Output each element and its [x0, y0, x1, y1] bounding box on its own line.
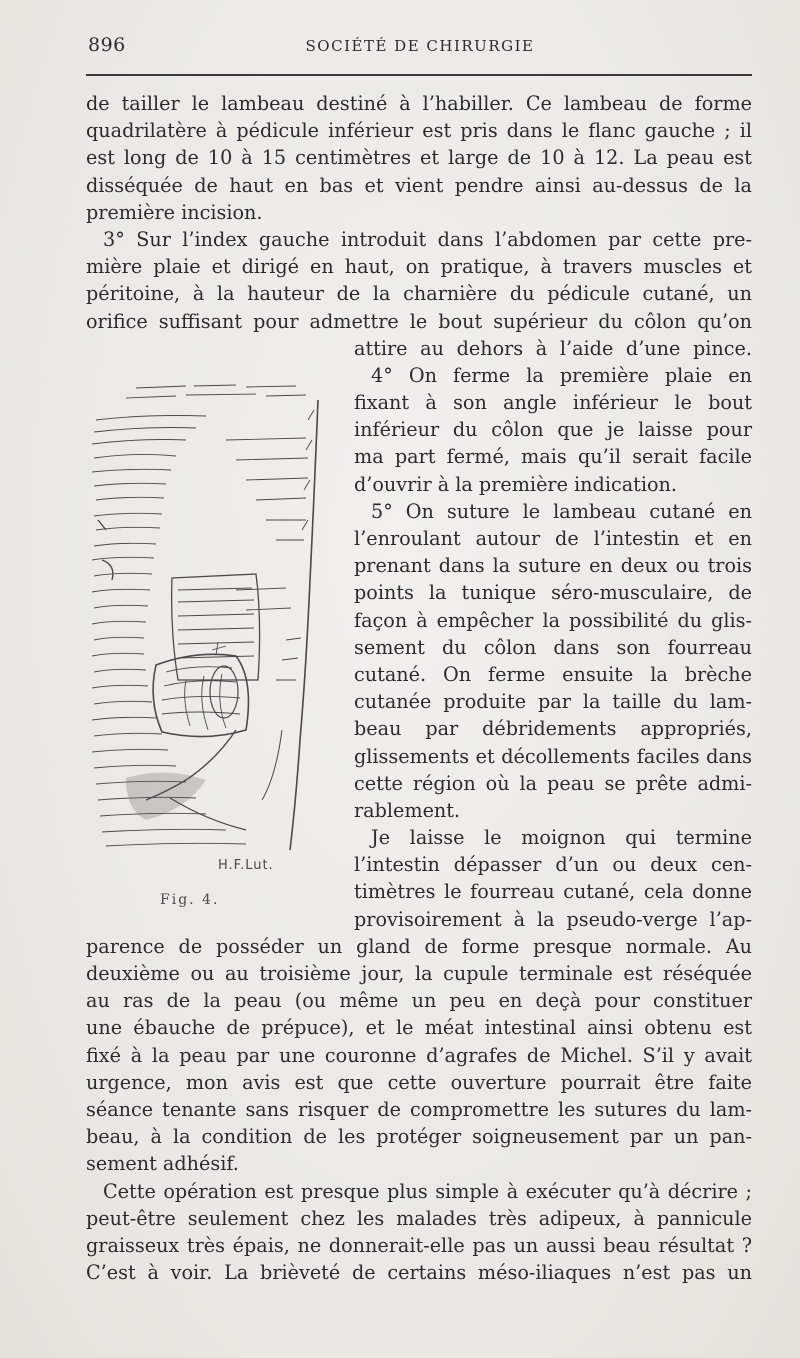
text-line: l’intestin dépasser d’un ou deux cen- — [354, 853, 752, 877]
text-line: cette région où la peau se prête admi- — [354, 771, 752, 795]
text-line: orifice suffisant pour admettre le bout supérieur du côlon qu’on — [86, 309, 752, 333]
text-line: sement adhésif. — [86, 1152, 239, 1176]
text-line: l’enroulant autour de l’intestin et en — [354, 527, 752, 550]
text-line: est long de 10 à 15 centimètres et large de 10 à 12. La peau est — [86, 146, 752, 170]
text-line: urgence, mon avis est que cette ouverture pourrait être faite — [86, 1070, 752, 1094]
text-line: timètres le fourreau cutané, cela donne — [354, 880, 752, 904]
text-line: sement du côlon dans son fourreau — [354, 635, 752, 659]
text-line: péritoine, à la hauteur de la charnière du pédicule cutané, un — [86, 282, 752, 306]
text-line: première incision. — [86, 200, 263, 224]
text-line: ma part fermé, mais qu’il serait facile — [354, 445, 752, 469]
text-line: une ébauche de prépuce), et le méat intestinal ainsi obtenu est — [86, 1016, 752, 1040]
running-title: SOCIÉTÉ DE CHIRURGIE — [305, 37, 535, 55]
text-line: C’est à voir. La brièveté de certains méso-iliaques n’est pas un — [86, 1261, 752, 1285]
text-line: prenant dans la suture en deux ou trois — [354, 554, 752, 578]
text-line: façon à empêcher la possibilité du glis- — [354, 608, 752, 632]
text-line: 5° On suture le lambeau cutané en — [371, 499, 752, 523]
text-line: cutané. On ferme ensuite la brèche — [354, 662, 752, 686]
text-line: fixant à son angle inférieur le bout — [354, 391, 752, 415]
text-line: graisseux très épais, ne donnerait-elle pas un aussi beau résultat ? — [86, 1233, 752, 1257]
text-line: au ras de la peau (ou même un peu en deçà pour constituer — [86, 989, 752, 1013]
text-line: cutanée produite par la taille du lam- — [354, 690, 752, 714]
text-line: provisoirement à la pseudo-verge l’ap- — [354, 907, 752, 931]
text-line: beau, à la condition de les protéger soigneusement par un pan- — [86, 1125, 752, 1149]
text-line: fixé à la peau par une couronne d’agrafes de Michel. S’il y avait — [86, 1043, 752, 1067]
header-rule — [86, 74, 752, 76]
page-number: 896 — [88, 34, 126, 56]
text-line: quadrilatère à pédicule inférieur est pris dans le flanc gauche ; il — [86, 119, 752, 143]
text-line: 4° On ferme la première plaie en — [371, 363, 752, 387]
bottom-paragraphs — [86, 933, 752, 1286]
text-line: séance tenante sans risquer de compromettre les sutures du lam- — [86, 1097, 752, 1121]
text-line: disséquée de haut en bas et vient pendre ainsi au-dessus de la — [86, 173, 752, 197]
text-line: beau par débridements appropriés, — [354, 717, 752, 741]
text-line: d’ouvrir à la première indication. — [354, 472, 678, 496]
text-line: rablement. — [354, 798, 461, 822]
text-line: mière plaie et dirigé en haut, on pratique, à travers muscles et — [86, 255, 752, 279]
text-line: Je laisse le moignon qui termine — [371, 826, 752, 850]
text-line: attire au dehors à l’aide d’une pince. — [354, 336, 752, 360]
running-head — [88, 34, 752, 60]
text-line: 3° Sur l’index gauche introduit dans l’abdomen par cette pre- — [103, 227, 752, 251]
engraving-drawing — [86, 380, 326, 880]
text-line: glissements et décollements faciles dans — [354, 744, 752, 768]
engraver-signature: H.F.Lut. — [218, 858, 274, 873]
top-paragraphs — [86, 90, 752, 335]
text-line: peut-être seulement chez les malades très adipeux, à pannicule — [86, 1206, 752, 1230]
text-line: Cette opération est presque plus simple à exécuter qu’à décrire ; — [103, 1179, 752, 1203]
text-line: deuxième ou au troisième jour, la cupule terminale est réséquée — [86, 962, 752, 985]
text-line: de tailler le lambeau destiné à l’habiller. Ce lambeau de forme — [86, 92, 752, 115]
figure-caption: Fig. 4. — [160, 892, 220, 908]
engraving-illustration — [86, 380, 326, 880]
text-line: inférieur du côlon que je laisse pour — [354, 418, 752, 442]
text-line: parence de posséder un gland de forme presque normale. Au — [86, 934, 752, 958]
text-line: points la tunique séro-musculaire, de — [354, 581, 752, 605]
